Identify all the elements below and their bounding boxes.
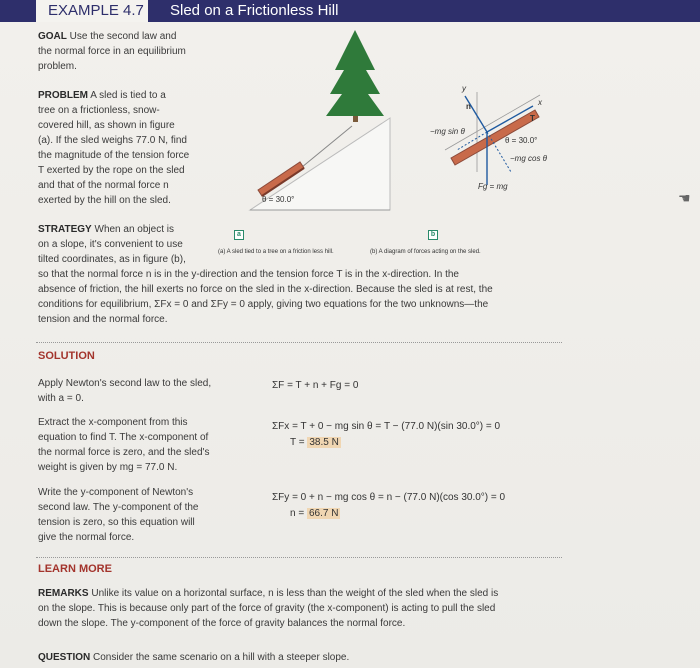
strategy-section <box>38 222 218 267</box>
gravity-label: Fg = mg <box>478 182 508 191</box>
strategy-line: so that the normal force n is in the y-direction and the tension force T is in the x-direction. In the <box>38 269 459 280</box>
tension-result-value: 38.5 N <box>309 437 339 448</box>
step-line: Write the y-component of Newton's <box>38 487 194 498</box>
problem-line: T exerted by the rope on the sled <box>38 165 185 176</box>
problem-label: PROBLEM <box>38 90 88 101</box>
normal-result-value: 66.7 N <box>308 508 339 519</box>
divider <box>36 342 562 343</box>
solution-step-1 <box>38 376 248 406</box>
figure-a-caption: (a) A sled tied to a tree on a friction less hill. <box>218 249 334 255</box>
tension-label: T <box>530 114 535 123</box>
goal-line: Use the second law and <box>69 31 177 42</box>
remarks-line: Unlike its value on a horizontal surface, n is less than the weight of the sled when the sled is <box>91 588 499 599</box>
figure-b-caption: (b) A diagram of forces acting on the sled. <box>370 249 481 255</box>
question-section <box>38 650 568 665</box>
problem-section <box>38 88 228 208</box>
goal-section <box>38 29 228 74</box>
normal-force-result <box>290 508 340 519</box>
problem-line: exerted by the hill on the sled. <box>38 195 171 206</box>
strategy-line: absence of friction, the hill exerts no force on the sled in the x-direction. Because the sled is at rest, the <box>38 284 493 295</box>
normal-result-prefix: n = <box>290 508 305 519</box>
remarks-line: down the slope. The y-component of the force of gravity balances the normal force. <box>38 618 406 629</box>
x-component-equation: ΣFx = T + 0 − mg sin θ = T − (77.0 N)(sin 30.0°) = 0 <box>272 421 501 432</box>
solution-label: SOLUTION <box>38 350 95 362</box>
example-number: EXAMPLE 4.7 <box>36 0 148 22</box>
example-title: Sled on a Frictionless Hill <box>170 2 339 19</box>
problem-line: and that of the normal force n <box>38 180 169 191</box>
tree-icon <box>326 30 384 116</box>
hand-cursor-icon: ☚ <box>678 190 691 206</box>
strategy-line: tension and the normal force. <box>38 314 168 325</box>
mg-sin-label: −mg sin θ <box>430 127 465 136</box>
solution-step-3 <box>38 485 248 545</box>
angle-label-a: θ = 30.0° <box>262 195 295 204</box>
normal-force-label: n <box>466 102 471 111</box>
step-line: with a = 0. <box>38 393 84 404</box>
tension-result-prefix: T = <box>290 437 305 448</box>
question-text: Consider the same scenario on a hill with a steeper slope. <box>93 652 350 663</box>
figure-b-force-diagram <box>425 80 565 195</box>
problem-line: covered hill, as shown in figure <box>38 120 175 131</box>
goal-line: problem. <box>38 61 77 72</box>
step-line: tension is zero, so this equation will <box>38 517 195 528</box>
solution-step-2 <box>38 415 248 475</box>
tension-result <box>290 437 341 448</box>
y-component-equation: ΣFy = 0 + n − mg cos θ = n − (77.0 N)(cos 30.0°) = 0 <box>272 492 506 503</box>
divider <box>36 557 562 558</box>
problem-line: tree on a frictionless, snow- <box>38 105 160 116</box>
remarks-line: on the slope. This is because only part of the force of gravity (the x-component) is acting to pull the sled <box>38 603 496 614</box>
problem-line: the magnitude of the tension force <box>38 150 190 161</box>
angle-label-b: θ = 30.0° <box>505 136 538 145</box>
figure-b-badge: b <box>428 230 438 240</box>
goal-label: GOAL <box>38 31 67 42</box>
newton-second-law-equation: ΣF = T + n + Fg = 0 <box>272 380 359 391</box>
example-header <box>0 0 700 22</box>
strategy-line: on a slope, it's convenient to use <box>38 239 183 250</box>
x-axis-label: x <box>538 98 542 107</box>
learn-more-label: LEARN MORE <box>38 563 112 575</box>
strategy-label: STRATEGY <box>38 224 92 235</box>
figure-a-hill <box>240 28 400 218</box>
step-line: equation to find T. The x-component of <box>38 432 209 443</box>
figure-a-badge: a <box>234 230 244 240</box>
remarks-label: REMARKS <box>38 588 89 599</box>
goal-line: the normal force in an equilibrium <box>38 46 186 57</box>
problem-line: (a). If the sled weighs 77.0 N, find <box>38 135 187 146</box>
strategy-line: tilted coordinates, as in figure (b), <box>38 254 186 265</box>
step-line: weight is given by mg = 77.0 N. <box>38 462 178 473</box>
step-line: give the normal force. <box>38 532 135 543</box>
strategy-continued <box>38 267 558 327</box>
remarks-section <box>38 586 568 631</box>
y-axis-label: y <box>462 84 466 93</box>
question-label: QUESTION <box>38 652 91 663</box>
mg-cos-label: −mg cos θ <box>510 154 548 163</box>
step-line: second law. The y-component of the <box>38 502 199 513</box>
problem-line: A sled is tied to a <box>90 90 166 101</box>
step-line: the normal force is zero, and the sled's <box>38 447 210 458</box>
step-line: Extract the x-component from this <box>38 417 188 428</box>
strategy-line: conditions for equilibrium, ΣFx = 0 and ΣFy = 0 apply, giving two equations for the two unknowns—the <box>38 299 489 310</box>
step-line: Apply Newton's second law to the sled, <box>38 378 212 389</box>
strategy-line: When an object is <box>94 224 174 235</box>
